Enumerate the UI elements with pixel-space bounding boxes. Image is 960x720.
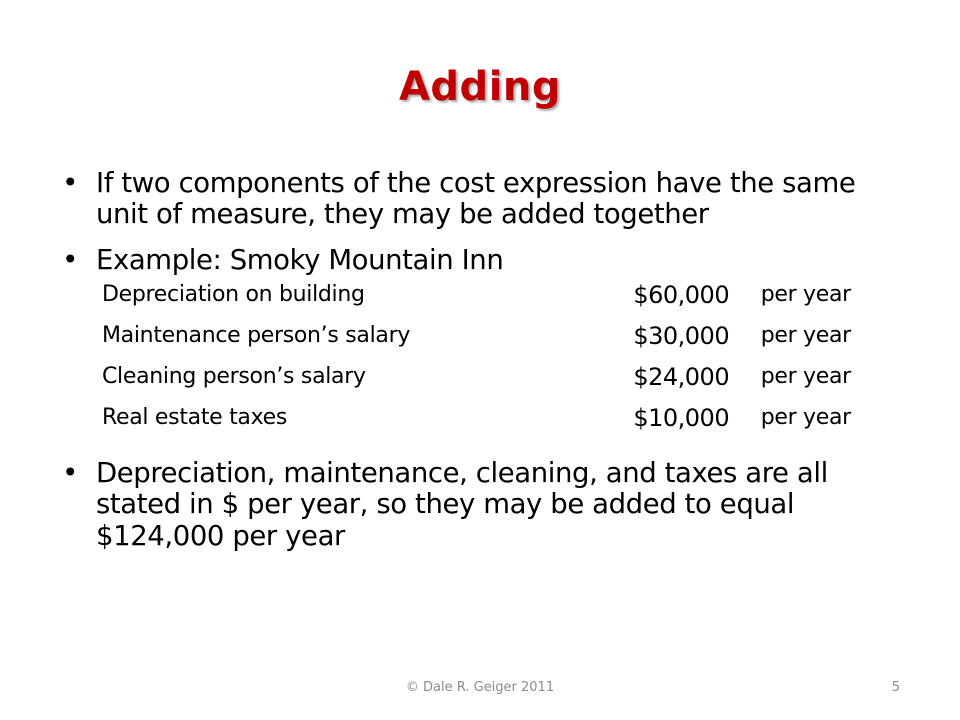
copyright-text: © Dale R. Geiger 2011 xyxy=(405,680,555,695)
bullet-icon: • xyxy=(62,243,78,276)
bullet-text: If two components of the cost expression have the same unit of measure, they may be added together xyxy=(96,167,856,231)
bullet-item xyxy=(60,168,900,231)
cost-label: Depreciation on building xyxy=(102,282,365,308)
cost-unit: per year xyxy=(760,405,851,431)
bullet-item xyxy=(60,458,900,552)
bullet-text: Depreciation, maintenance, cleaning, and taxes are all stated in $ per year, so they may be added to equal $124,000 per year xyxy=(96,457,828,552)
cost-row xyxy=(102,364,900,405)
bullet-icon: • xyxy=(62,167,78,199)
cost-row xyxy=(102,282,900,323)
slide-title: Adding xyxy=(398,64,562,110)
bullet-item xyxy=(60,245,900,276)
cost-amount: $60,000 xyxy=(633,281,730,310)
cost-amount: $24,000 xyxy=(633,363,730,392)
cost-label: Cleaning person’s salary xyxy=(102,364,366,390)
cost-row xyxy=(102,323,900,364)
cost-amount: $30,000 xyxy=(633,322,730,351)
cost-unit: per year xyxy=(760,323,851,349)
bullet-list xyxy=(60,168,900,566)
page-number: 5 xyxy=(891,680,900,695)
bullet-icon: • xyxy=(62,457,78,490)
cost-amount: $10,000 xyxy=(633,404,730,433)
cost-table xyxy=(102,282,900,446)
bullet-text: Example: Smoky Mountain Inn xyxy=(96,243,504,276)
cost-unit: per year xyxy=(760,364,851,390)
cost-label: Maintenance person’s salary xyxy=(102,323,411,349)
cost-row xyxy=(102,405,900,446)
cost-label: Real estate taxes xyxy=(102,405,288,431)
cost-unit: per year xyxy=(760,282,851,308)
